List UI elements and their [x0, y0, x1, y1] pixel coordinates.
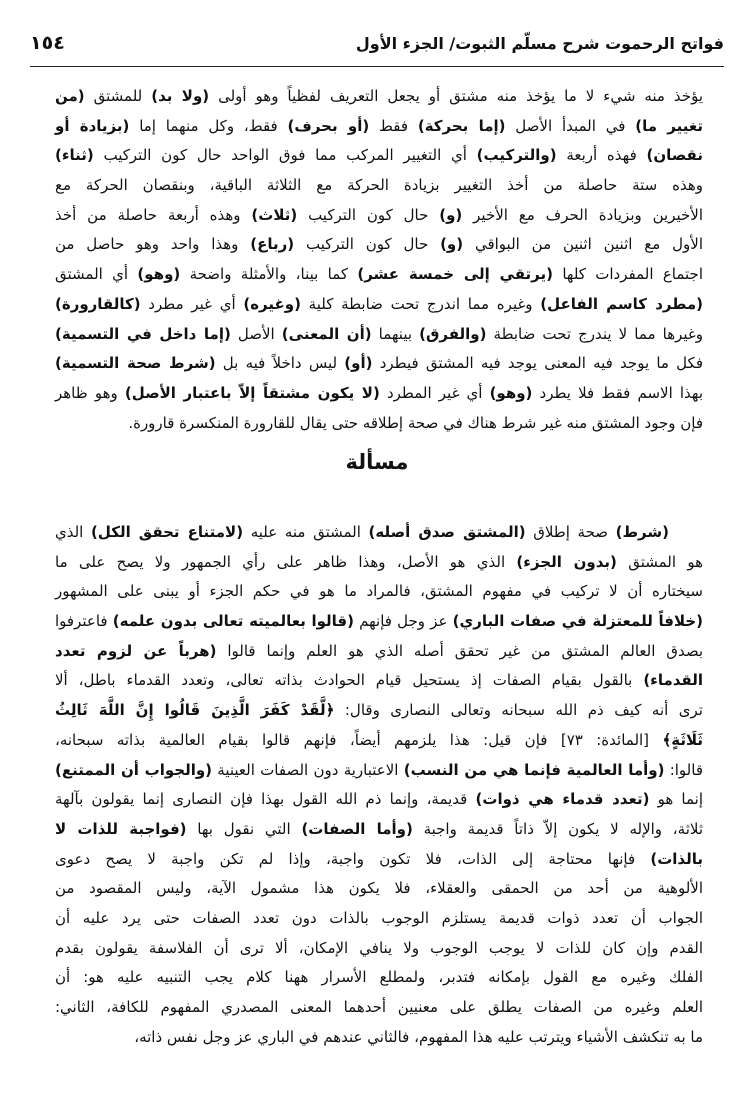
text-line — [55, 845, 703, 875]
commentary-text: وغيرها مما لا يندرج تحت ضابطة — [486, 324, 704, 343]
bold-matn-text: (إما داخل في التسمية) — [55, 324, 231, 343]
text-line — [55, 230, 703, 260]
bold-matn-text: (ثناء) — [55, 146, 94, 165]
bold-matn-text: تغيير ما) — [635, 116, 703, 135]
commentary-text: فاعترفوا — [55, 612, 113, 631]
bold-matn-text: (شرط صحة التسمية) — [55, 354, 216, 373]
commentary-text: العلم وغيره من الصفات يطلق على معنيين أحدهما المعنى المصدري المفهوم للكافة، الثاني: — [55, 998, 703, 1016]
commentary-text: فإنها محتاجة إلى الذات، فلا تكون واجبة، وإذا لم تكن واجبة لا يصح دعوى — [55, 849, 651, 868]
commentary-text: الاعتبارية دون الصفات العينية — [212, 760, 404, 779]
bold-matn-text: (وأما الصفات) — [301, 819, 413, 838]
text-line — [55, 904, 703, 934]
commentary-text: أي غير مطرد — [140, 294, 244, 313]
text-line — [55, 171, 703, 201]
commentary-text: ليس داخلاً فيه بل — [215, 354, 345, 373]
commentary-text: بينهما — [371, 324, 420, 343]
bold-matn-text: (والتركيب) — [476, 146, 557, 165]
bold-matn-text: (أو بحرف) — [287, 116, 370, 135]
commentary-text: في المبدأ الأصل — [505, 116, 636, 135]
commentary-text: أي غير المطرد — [379, 383, 490, 402]
commentary-text: الألوهية من أحد من الحمقى والعقلاء، فلا يكون هذا مشمول الآية، وليس المقصود من — [55, 879, 703, 898]
bold-matn-text: (يرتقي إلى خمسة عشر) — [357, 265, 553, 284]
text-line — [55, 409, 703, 439]
commentary-text: فكل ما يوجد فيه المعنى يوجد فيه المشتق فيطرد — [372, 354, 703, 373]
bold-matn-text: (ولا بد) — [151, 87, 210, 105]
running-header — [30, 30, 724, 64]
text-line — [55, 349, 703, 379]
commentary-text: الأصل — [230, 324, 282, 343]
paragraph-1 — [55, 82, 703, 438]
text-line — [55, 577, 703, 607]
bold-matn-text: (بزيادة أو — [55, 116, 130, 135]
bold-matn-text: (أو) — [344, 354, 373, 373]
commentary-text: صحة إطلاق — [525, 523, 616, 541]
paragraph-2 — [55, 518, 703, 1052]
commentary-text: ترى أنه كيف ذم الله سبحانه وتعالى النصارى وقال: — [334, 701, 703, 720]
text-line — [55, 607, 703, 637]
bold-matn-text: (ثلاث) — [251, 205, 298, 224]
bold-matn-text: (أن المعنى) — [281, 324, 372, 343]
bold-matn-text: (رباع) — [250, 235, 295, 254]
bold-matn-text: (والجواب أن الممتنع) — [55, 760, 213, 779]
bold-matn-text: ثَلَاثَةٍ﴾ — [662, 730, 703, 749]
text-line — [55, 201, 703, 231]
text-line — [55, 260, 703, 290]
book-title: فواتح الرحموت شرح مسلّم الثبوت/ الجزء الأول — [355, 34, 724, 53]
bold-matn-text: (كالقارورة) — [55, 294, 141, 313]
commentary-text: فإن وجود المشتق منه غير شرط هناك في صحة إطلاقه حتى يقال للقارورة المنكسرة قارورة. — [128, 413, 703, 432]
bold-matn-text: (مطرد كاسم الفاعل) — [540, 294, 703, 313]
commentary-text: ثلاثة، والإله لا يكون إلاّ ذاتاً قديمة واجبة — [412, 819, 703, 838]
commentary-text: القدم وإن كان للذات لا يوجب الوجوب ولا ينافي الإمكان، ألا ترى أن الفلاسفة يقولون بقدم — [55, 938, 703, 957]
bold-matn-text: (بدون الجزء) — [516, 552, 617, 571]
commentary-text: للمشتق — [84, 87, 152, 105]
bold-matn-text: (وهو) — [137, 265, 181, 284]
text-line — [55, 290, 703, 320]
bold-matn-text: (المشتق صدق أصله) — [368, 523, 526, 541]
text-line — [55, 548, 703, 578]
bold-matn-text: (شرط) — [615, 523, 669, 541]
header-divider — [30, 66, 724, 67]
commentary-text: وهذه أربعة حاصلة من أخذ — [55, 205, 252, 224]
commentary-text: قالوا: — [664, 760, 703, 779]
text-line — [55, 82, 703, 112]
text-line — [55, 637, 703, 667]
bold-matn-text: (والفرق) — [419, 324, 487, 343]
commentary-text: المشتق منه عليه — [243, 523, 369, 541]
commentary-text: فقط — [369, 116, 418, 135]
commentary-text: فهذه أربعة — [556, 146, 647, 165]
bold-matn-text: (لا يكون مشتقاً إلاّ باعتبار الأصل) — [124, 383, 380, 402]
bold-matn-text: (فواجبة للذات لا — [55, 819, 187, 838]
bold-matn-text: نقصان) — [646, 146, 703, 165]
bold-matn-text: (وغيره) — [243, 294, 301, 313]
commentary-text: الذي — [55, 523, 91, 541]
bold-matn-text: القدماء) — [643, 671, 703, 690]
commentary-text: بالقول بقيام الصفات إذ يستحيل قيام الحوادث بذاته تعالى، وتعدد القدماء باطل، ألا — [55, 671, 644, 690]
commentary-text: اجتماع المفردات كلها — [553, 265, 703, 284]
commentary-text: الجواب أن تعدد ذوات قديمة يستلزم الوجوب بالذات دون تعدد الصفات حتى يرد عليه أن — [55, 908, 703, 927]
text-line — [55, 141, 703, 171]
text-line — [55, 874, 703, 904]
commentary-text: بصدق العالم المشتق من غير تحقق أصله الذي هو العلم وإنما قالوا — [216, 641, 703, 660]
commentary-text: أي المشتق — [55, 265, 138, 284]
commentary-text: عز وجل فإنهم — [353, 612, 453, 631]
bold-matn-text: (تعدد قدماء هي ذوات) — [475, 790, 650, 809]
text-line — [55, 815, 703, 845]
bold-matn-text: (وأما العالمية فإنما هي من النسب) — [403, 760, 665, 779]
text-line — [55, 726, 703, 756]
bold-matn-text: (من — [55, 87, 85, 105]
bold-matn-text: (و) — [440, 235, 464, 254]
text-line — [55, 320, 703, 350]
commentary-text: وغيره مما اندرج تحت ضابطة كلية — [300, 294, 541, 313]
text-line — [55, 934, 703, 964]
commentary-text: أي التغيير المركب مما فوق الواحد حال كون التركيب — [93, 146, 477, 165]
section-heading: مسألة — [345, 450, 409, 474]
commentary-text: ما به تنكشف الأشياء ويترتب عليه هذا المفهوم، فالثاني عندهم في الباري عز وجل نفس ذاته، — [134, 1027, 703, 1046]
text-line — [55, 112, 703, 142]
text-line — [55, 993, 703, 1023]
text-line — [55, 1023, 703, 1053]
commentary-text: قديمة، وإنما ذم الله القول بهذا فإن النصارى إنما يقولون بآلهة — [55, 790, 476, 809]
commentary-text: فقط، وكل منهما إما — [129, 116, 288, 135]
bold-matn-text: بالذات) — [650, 849, 703, 868]
commentary-text: الفلك وغيره مع القول بإمكانه فتدبر، ولمطلع الأسرار ههنا كلام يجب التنبيه عليه هو: أن — [55, 968, 703, 987]
text-line — [55, 518, 703, 548]
bold-matn-text: (خلافاً للمعتزلة في صفات الباري) — [452, 612, 703, 631]
commentary-text: حال كون التركيب — [297, 205, 440, 224]
bold-matn-text: (هرباً عن لزوم تعدد — [55, 641, 217, 660]
text-line — [55, 379, 703, 409]
commentary-text: كما بينا، والأمثلة واضحة — [180, 265, 358, 284]
commentary-text: سيختاره أن لا تركيب في مفهوم المشتق، فالمراد ما هو في حكم الجزء أو يبنى على المشهور — [55, 582, 703, 601]
bold-matn-text: (و) — [439, 205, 463, 224]
bold-matn-text: (قالوا بعالميته تعالى بدون علمه) — [112, 612, 354, 631]
bold-matn-text: (إما بحركة) — [417, 116, 506, 135]
commentary-text: الأخيرين وبزيادة الحرف مع الأخير — [462, 205, 703, 224]
commentary-text: وهذه ستة حاصلة من أخذ التغيير بزيادة الحركة مع الثلاثة الباقية، وبنقصان الحركة مع — [55, 176, 703, 195]
commentary-text: يؤخذ منه شيء لا ما يؤخذ منه مشتق أو يجعل التعريف لفظياً وهو أولى — [209, 87, 703, 105]
commentary-text: بهذا الاسم فقط فلا يطرد — [532, 383, 704, 402]
text-line — [55, 785, 703, 815]
commentary-text: التي نقول بها — [186, 819, 302, 838]
commentary-text: الأول مع اثنين اثنين من البواقي — [463, 235, 703, 254]
bold-matn-text: (لامتناع تحقق الكل) — [90, 523, 244, 541]
commentary-text: حال كون التركيب — [294, 235, 441, 254]
text-line — [55, 963, 703, 993]
commentary-text: هو المشتق — [616, 552, 703, 571]
bold-matn-text: ﴿لَّقَدْ كَفَرَ الَّذِينَ قَالُوا إِنَّ اللَّهَ ثَالِثُ — [55, 701, 335, 720]
bold-matn-text: (وهو) — [489, 383, 533, 402]
text-line — [55, 756, 703, 786]
commentary-text: إنما هو — [649, 790, 704, 809]
commentary-text: وهو ظاهر — [55, 383, 125, 402]
page-number: ١٥٤ — [30, 32, 65, 54]
commentary-text: [المائدة: ٧٣] فإن قيل: هذا يلزمهم أيضاً، فإنهم قالوا بقيام العالمية بذاته سبحانه، — [55, 730, 663, 749]
commentary-text: وهذا واحد وهو حاصل من — [55, 235, 251, 254]
text-line — [55, 696, 703, 726]
commentary-text: الذي هو الأصل، وهذا ظاهر على رأي الجمهور ولا يصح على ما — [55, 552, 517, 571]
text-line — [55, 666, 703, 696]
